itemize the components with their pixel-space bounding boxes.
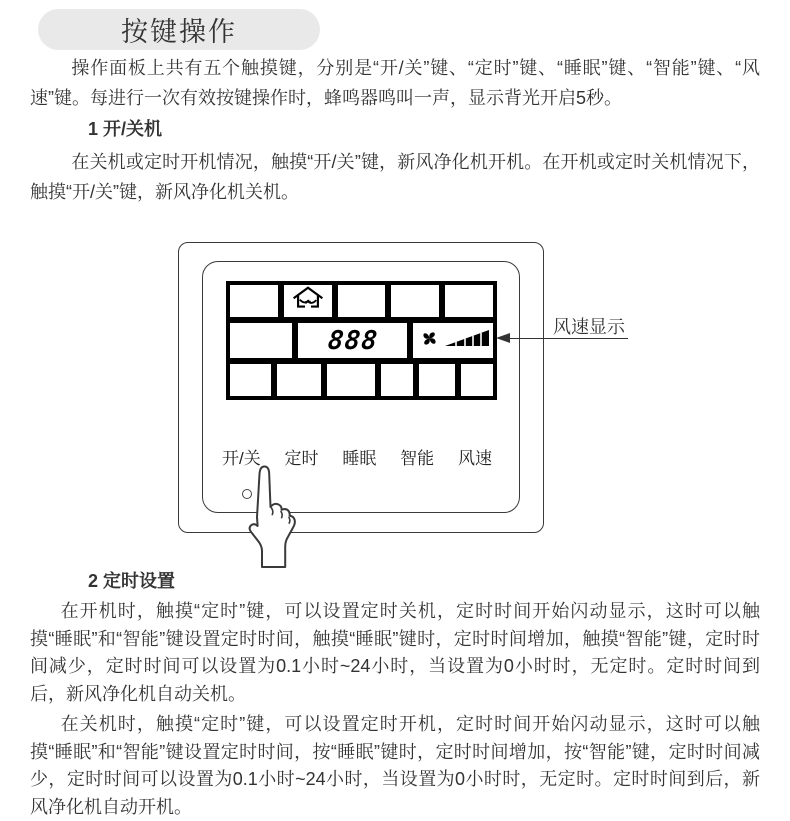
intro-paragraph: 操作面板上共有五个触摸键，分别是“开/关”键、“定时”键、“睡眠”键、“智能”键、“风速”键。每进行一次有效按键操作时，蜂鸣器鸣叫一声，显示背光开启5秒。 (30, 58, 760, 108)
key-label-sleep: 睡眠 (342, 449, 377, 468)
lcd-cell (327, 364, 376, 396)
heading-power: 1 开/关机 (88, 119, 163, 139)
timer-section (30, 568, 760, 821)
section-title-pill (38, 9, 320, 50)
lcd-cell (381, 364, 413, 396)
speed-wedge-icon (445, 329, 489, 352)
lcd-cell-fan-speed (413, 323, 493, 358)
key-label-power: 开/关 (222, 449, 261, 468)
lcd-cell-digits (298, 323, 407, 358)
control-panel-diagram (0, 242, 790, 562)
lcd-cell (338, 285, 386, 317)
pointing-hand-icon (236, 461, 300, 574)
timer-paragraph-on: 在开机时，触摸“定时”键，可以设置定时关机，定时时间开始闪动显示，这时可以触摸“睡眠”和“智能”键设置定时时间，触摸“睡眠”键时，定时时间增加，触摸“智能”键，定时时间减少，定时时间可以设置为0.1小时~24小时，当设置为0小时时，无定时。定时时间到后，新风净化机自动关机。 (30, 601, 760, 704)
lcd-row-middle (230, 323, 493, 358)
lcd-cell (230, 364, 271, 396)
key-label-smart: 智能 (400, 449, 435, 468)
lcd-cell (419, 364, 455, 396)
key-label-timer: 定时 (284, 449, 319, 468)
seven-segment-display: 888 (325, 325, 380, 356)
callout-arrow-head-icon (496, 333, 510, 343)
lcd-cell-ventilation (284, 285, 332, 317)
heading-timer: 2 定时设置 (88, 571, 176, 591)
fan-icon (418, 327, 441, 355)
lcd-cell (461, 364, 493, 396)
fan-speed-callout-label: 风速显示 (553, 317, 625, 337)
lcd-cell (445, 285, 493, 317)
page-title: 按键操作 (121, 17, 237, 47)
lcd-cell (391, 285, 439, 317)
power-paragraph: 在关机或定时开机情况，触摸“开/关”键，新风净化机开机。在开机或定时关机情况下，触摸“开/关”键，新风净化机关机。 (30, 152, 760, 202)
lcd-cell (230, 285, 278, 317)
lcd-display-grid (226, 281, 497, 400)
house-ventilation-icon (292, 285, 324, 317)
key-label-speed: 风速 (457, 449, 492, 468)
lcd-cell (277, 364, 320, 396)
manual-page (0, 9, 790, 821)
lcd-row-top (230, 285, 493, 317)
lcd-cell (230, 323, 292, 358)
callout-arrow-line (504, 338, 628, 339)
lcd-row-bottom (230, 364, 493, 396)
timer-paragraph-off: 在关机时，触摸“定时”键，可以设置定时开机，定时时间开始闪动显示，这时可以触摸“睡眠”和“智能”键设置定时时间，按“睡眠”键时，定时时间增加，按“智能”键，定时时间减少，定时时间可以设置为0.1小时~24小时，当设置为0小时时，无定时。定时时间到后，新风净化机自动开机。 (30, 714, 760, 817)
